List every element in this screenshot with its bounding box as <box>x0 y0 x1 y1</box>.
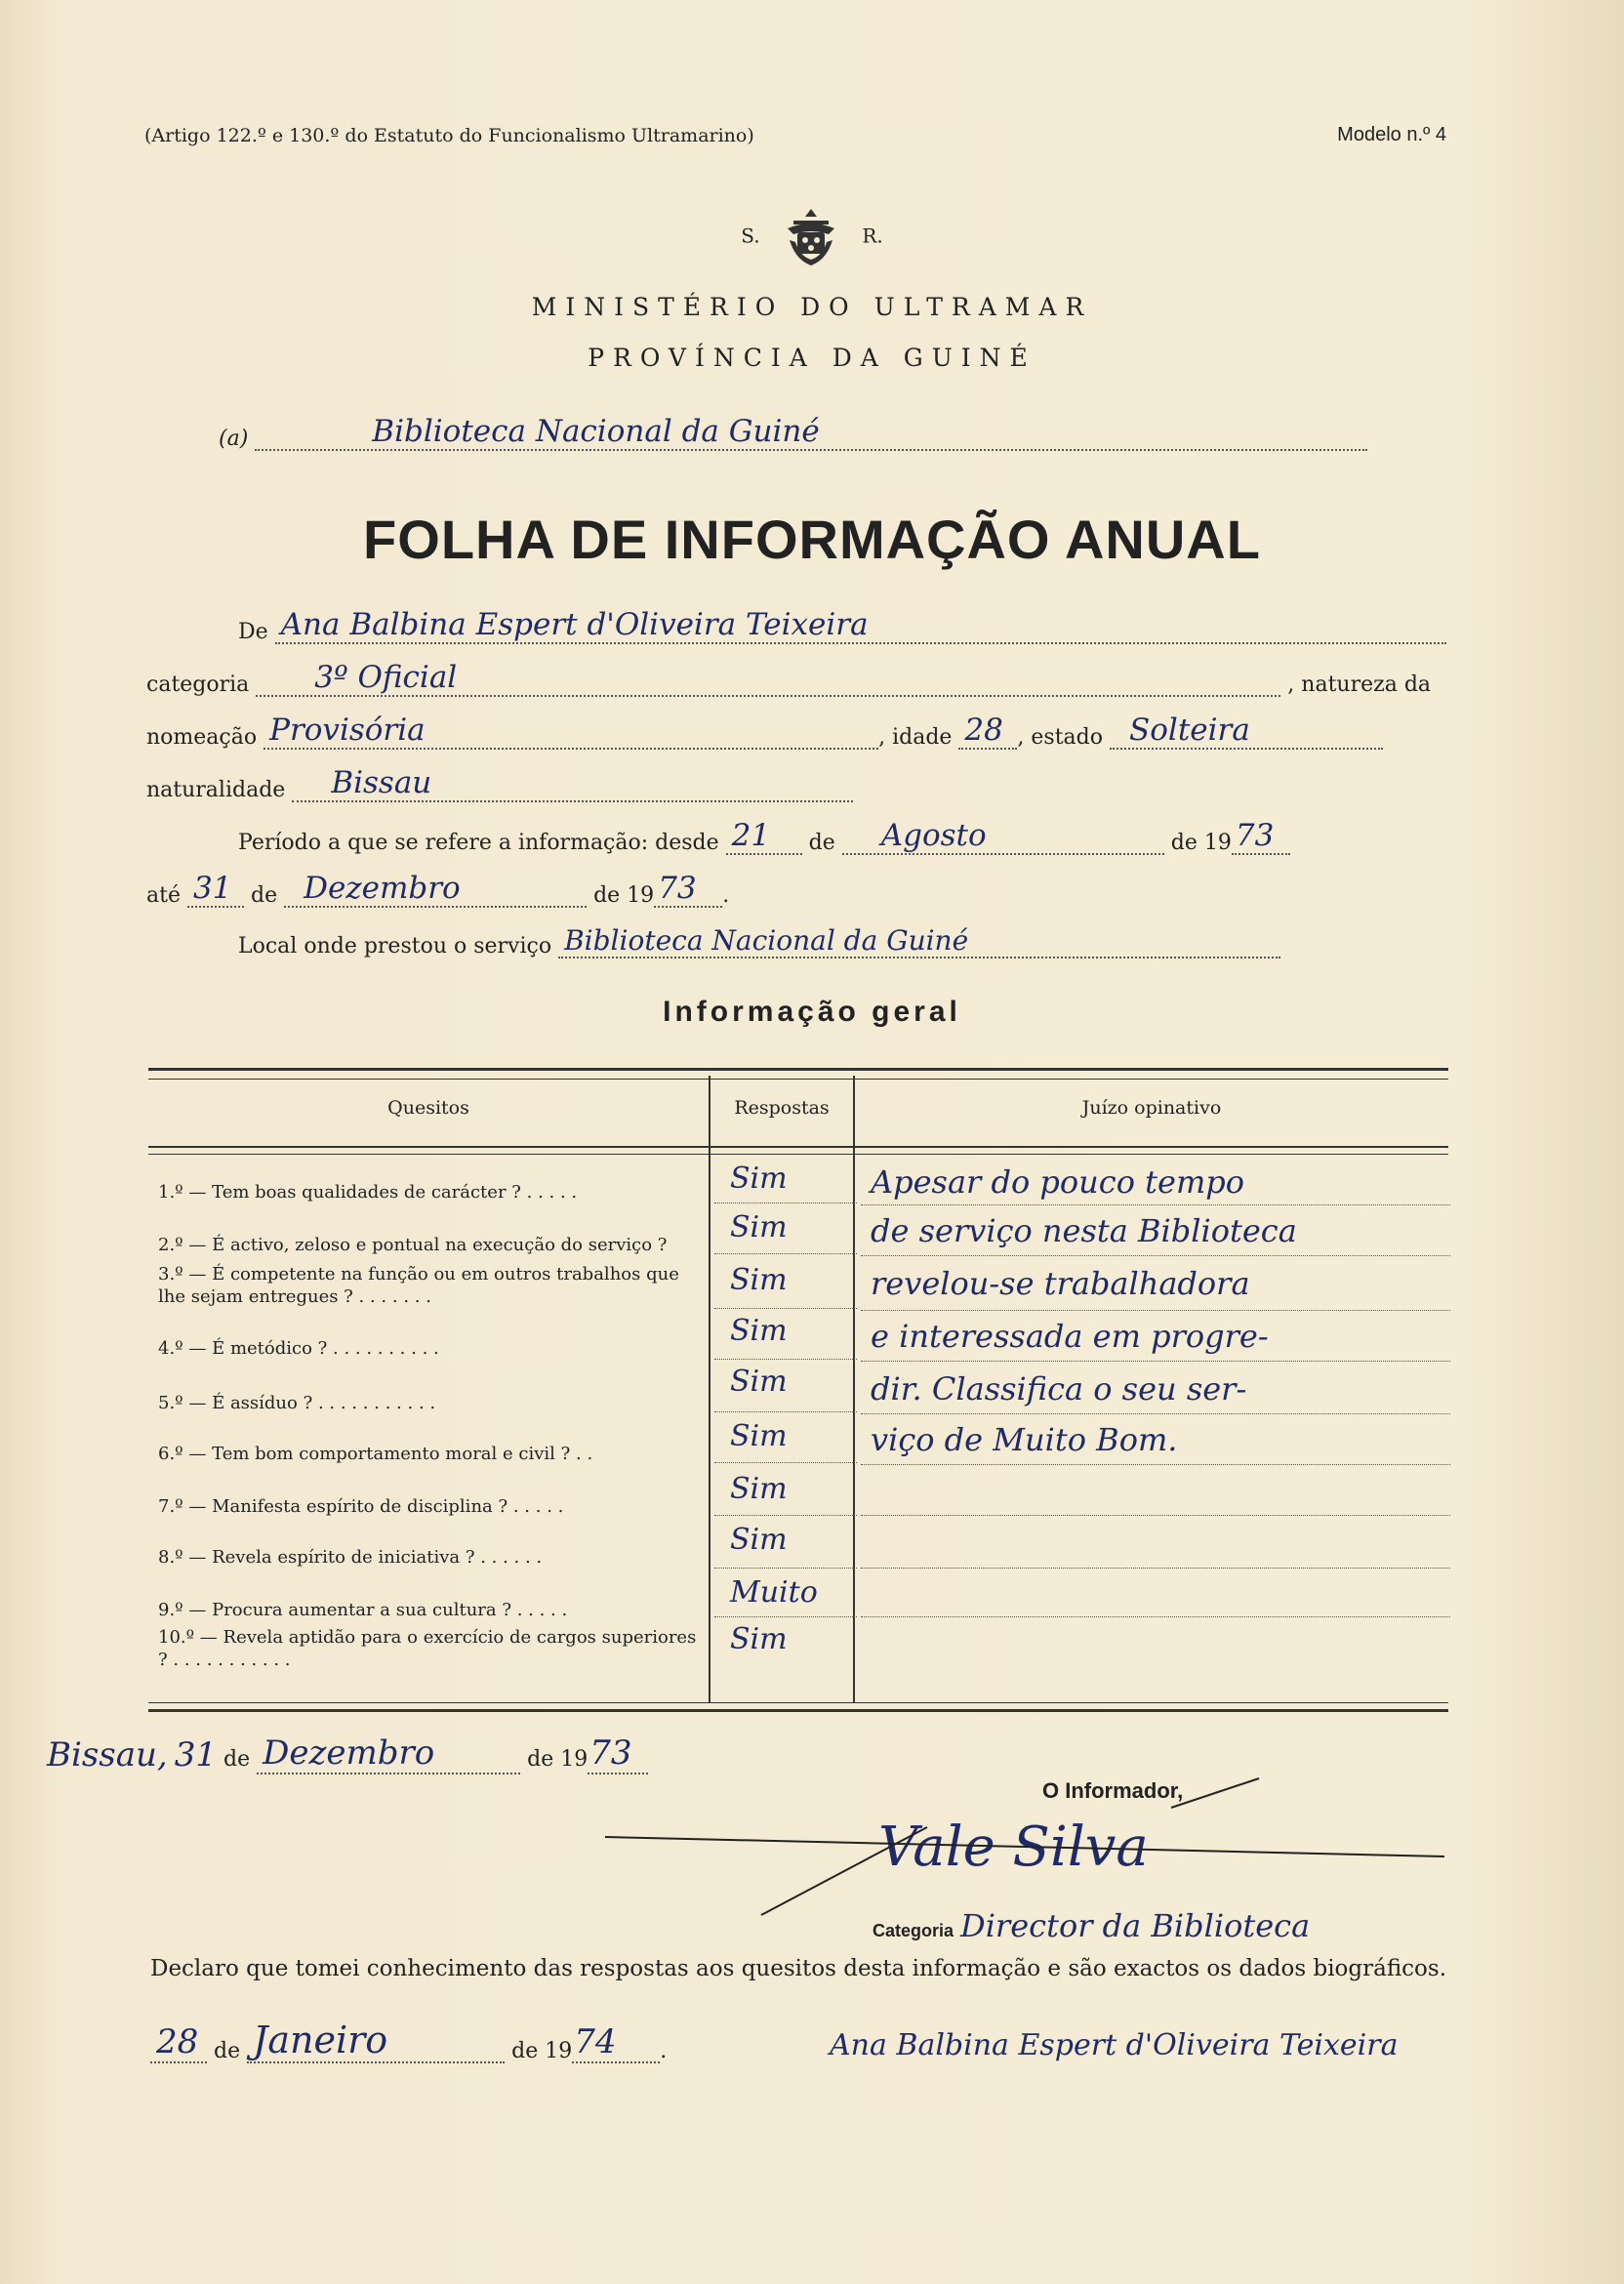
header-respostas: Respostas <box>734 1097 830 1119</box>
period-to-month: Dezembro <box>304 871 461 906</box>
naturalidade-label: naturalidade <box>146 778 286 802</box>
answer-rule-6 <box>714 1462 857 1463</box>
section-title: Informação geral <box>663 996 961 1028</box>
categoria-label: categoria <box>146 673 250 697</box>
period-label: Período a que se refere a informação: desde <box>238 831 719 855</box>
declaration-signature: Ana Balbina Espert d'Oliveira Teixeira <box>830 2028 1399 2062</box>
categoria-line <box>146 660 1432 697</box>
place-year: 73 <box>589 1733 632 1773</box>
answer-rule-3 <box>714 1308 857 1309</box>
judgment-rule-5 <box>861 1413 1450 1414</box>
form-title: FOLHA DE INFORMAÇÃO ANUAL <box>363 509 1261 570</box>
answer-rule-8 <box>714 1568 857 1569</box>
answer-4: Sim <box>730 1314 788 1348</box>
period-from-year: 73 <box>1235 818 1275 853</box>
declaration-de: de <box>214 2039 241 2063</box>
table-bottom-rule <box>148 1702 1448 1712</box>
period-from-month: Agosto <box>880 818 987 853</box>
period-de19b: de 19 <box>593 883 655 908</box>
local-value: Biblioteca Nacional da Guiné <box>564 924 969 957</box>
informador-categoria-value: Director da Biblioteca <box>960 1907 1311 1944</box>
judgment-rule-3 <box>861 1310 1450 1311</box>
person-name: Ana Balbina Espert d'Oliveira Teixeira <box>280 607 869 642</box>
period-from-day: 21 <box>731 818 771 853</box>
declaration-month: Janeiro <box>253 2019 388 2061</box>
declaration-date-line: 28 de Janeiro de 19 74 . <box>150 2032 667 2063</box>
answer-rule-7 <box>714 1515 857 1516</box>
idade-value: 28 <box>964 713 1003 748</box>
de-label: De <box>238 620 268 644</box>
judgment-line-3: revelou-se trabalhadora <box>871 1265 1250 1302</box>
informador-signature: Vale Silva <box>878 1815 1149 1879</box>
period-to-line: até 31 de Dezembro de 19 73 . <box>146 871 730 908</box>
answer-7: Sim <box>730 1472 788 1506</box>
question-3: 3.º — É competente na função ou em outros trabalhos que lhe sejam entregues ? . . . . . . . <box>158 1264 679 1307</box>
judgment-rule-9 <box>861 1616 1450 1617</box>
period-de1: de <box>808 831 835 855</box>
informador-categoria-label: Categoria <box>873 1921 954 1940</box>
question-9: 9.º — Procura aumentar a sua cultura ? . . . . . <box>158 1600 568 1620</box>
table-top-rule <box>148 1068 1448 1080</box>
period-de2: de <box>250 883 278 908</box>
header-juizo: Juízo opinativo <box>1081 1097 1222 1119</box>
place-month: Dezembro <box>263 1733 435 1773</box>
service-value: Biblioteca Nacional da Guiné <box>372 414 820 449</box>
answer-10: Sim <box>730 1622 788 1656</box>
period-to-year: 73 <box>658 871 697 906</box>
declaration-day: 28 <box>156 2022 199 2061</box>
estado-value: Solteira <box>1129 713 1250 748</box>
question-7: 7.º — Manifesta espírito de disciplina ? . . . . . <box>158 1496 564 1517</box>
judgment-line-1: Apesar do pouco tempo <box>871 1163 1245 1201</box>
answer-rule-2 <box>714 1253 857 1254</box>
judgment-line-2: de serviço nesta Biblioteca <box>871 1212 1297 1249</box>
question-10: 10.º — Revela aptidão para o exercício de cargos superiores ? . . . . . . . . . . . <box>158 1627 697 1670</box>
answer-rule-5 <box>714 1411 857 1412</box>
judgment-line-6: viço de Muito Bom. <box>871 1421 1178 1458</box>
place-de: de <box>223 1747 251 1772</box>
question-5: 5.º — É assíduo ? . . . . . . . . . . . <box>158 1393 436 1413</box>
nomeacao-line <box>146 713 1383 750</box>
nomeacao-label: nomeação <box>146 725 258 750</box>
judgment-line-5: dir. Classifica o seu ser- <box>871 1370 1247 1407</box>
header-quesitos: Quesitos <box>387 1097 469 1119</box>
question-6: 6.º — Tem bom comportamento moral e civil ? . . <box>158 1444 593 1464</box>
question-1: 1.º — Tem boas qualidades de carácter ? . . . . . <box>158 1182 578 1203</box>
period-line <box>238 818 1290 855</box>
declaration-text: Declaro que tomei conhecimento das respostas aos quesitos desta informação e são exactos os dados biográficos. <box>150 1956 1447 1981</box>
service-line <box>219 414 1367 451</box>
table-divider-1 <box>709 1076 710 1702</box>
idade-label: , idade <box>878 725 953 750</box>
local-line <box>238 924 1280 958</box>
ate-label: até <box>146 883 181 908</box>
judgment-rule-6 <box>861 1464 1450 1465</box>
declaration-de19: de 19 <box>511 2039 573 2063</box>
question-8: 8.º — Revela espírito de iniciativa ? . . . . . . <box>158 1547 543 1568</box>
judgment-rule-4 <box>861 1361 1450 1362</box>
naturalidade-line <box>146 765 853 802</box>
period-de19a: de 19 <box>1170 831 1232 855</box>
sr-crest-line <box>0 207 1624 267</box>
coat-of-arms-icon <box>784 207 838 267</box>
answer-5: Sim <box>730 1365 788 1399</box>
local-label: Local onde prestou o serviço <box>238 934 552 958</box>
natureza-label: , natureza da <box>1287 673 1432 697</box>
informador-label: O Informador, <box>1042 1778 1184 1803</box>
place-day: 31 <box>174 1735 217 1774</box>
informador-categoria-line <box>873 1907 1310 1944</box>
judgment-rule-1 <box>861 1204 1450 1205</box>
judgment-rule-2 <box>861 1255 1450 1256</box>
naturalidade-value: Bissau <box>331 765 432 800</box>
legal-reference: (Artigo 122.º e 130.º do Estatuto do Funcionalismo Ultramarino) <box>144 125 754 146</box>
place-value: Bissau, <box>47 1735 168 1774</box>
answer-3: Sim <box>730 1263 788 1297</box>
answer-6: Sim <box>730 1419 788 1453</box>
judgment-line-4: e interessada em progre- <box>871 1318 1269 1355</box>
nomeacao-value: Provisória <box>269 713 426 748</box>
service-label: (a) <box>219 427 249 451</box>
estado-label: , estado <box>1017 725 1104 750</box>
question-2: 2.º — É activo, zeloso e pontual na execução do serviço ? <box>158 1235 668 1255</box>
answer-rule-4 <box>714 1359 857 1360</box>
place-de19: de 19 <box>527 1747 589 1772</box>
answer-8: Sim <box>730 1523 788 1557</box>
place-date-line <box>47 1735 648 1774</box>
judgment-rule-8 <box>861 1568 1450 1569</box>
model-number: Modelo n.º 4 <box>1337 124 1446 145</box>
sr-left: S. <box>741 224 760 248</box>
question-4: 4.º — É metódico ? . . . . . . . . . . <box>158 1338 439 1359</box>
name-line <box>238 607 1446 644</box>
declaration-year: 74 <box>574 2022 617 2061</box>
table-header-rule <box>148 1146 1448 1155</box>
answer-9: Muito <box>730 1575 818 1610</box>
province-heading: PROVÍNCIA DA GUINÉ <box>588 344 1036 372</box>
sr-right: R. <box>862 224 883 248</box>
table-divider-2 <box>853 1076 855 1702</box>
categoria-value: 3º Oficial <box>314 660 458 695</box>
answer-rule-9 <box>714 1616 857 1617</box>
answer-2: Sim <box>730 1210 788 1244</box>
ministry-heading: MINISTÉRIO DO ULTRAMAR <box>531 293 1093 321</box>
period-to-day: 31 <box>192 871 232 906</box>
judgment-rule-7 <box>861 1515 1450 1516</box>
answer-1: Sim <box>730 1162 788 1196</box>
